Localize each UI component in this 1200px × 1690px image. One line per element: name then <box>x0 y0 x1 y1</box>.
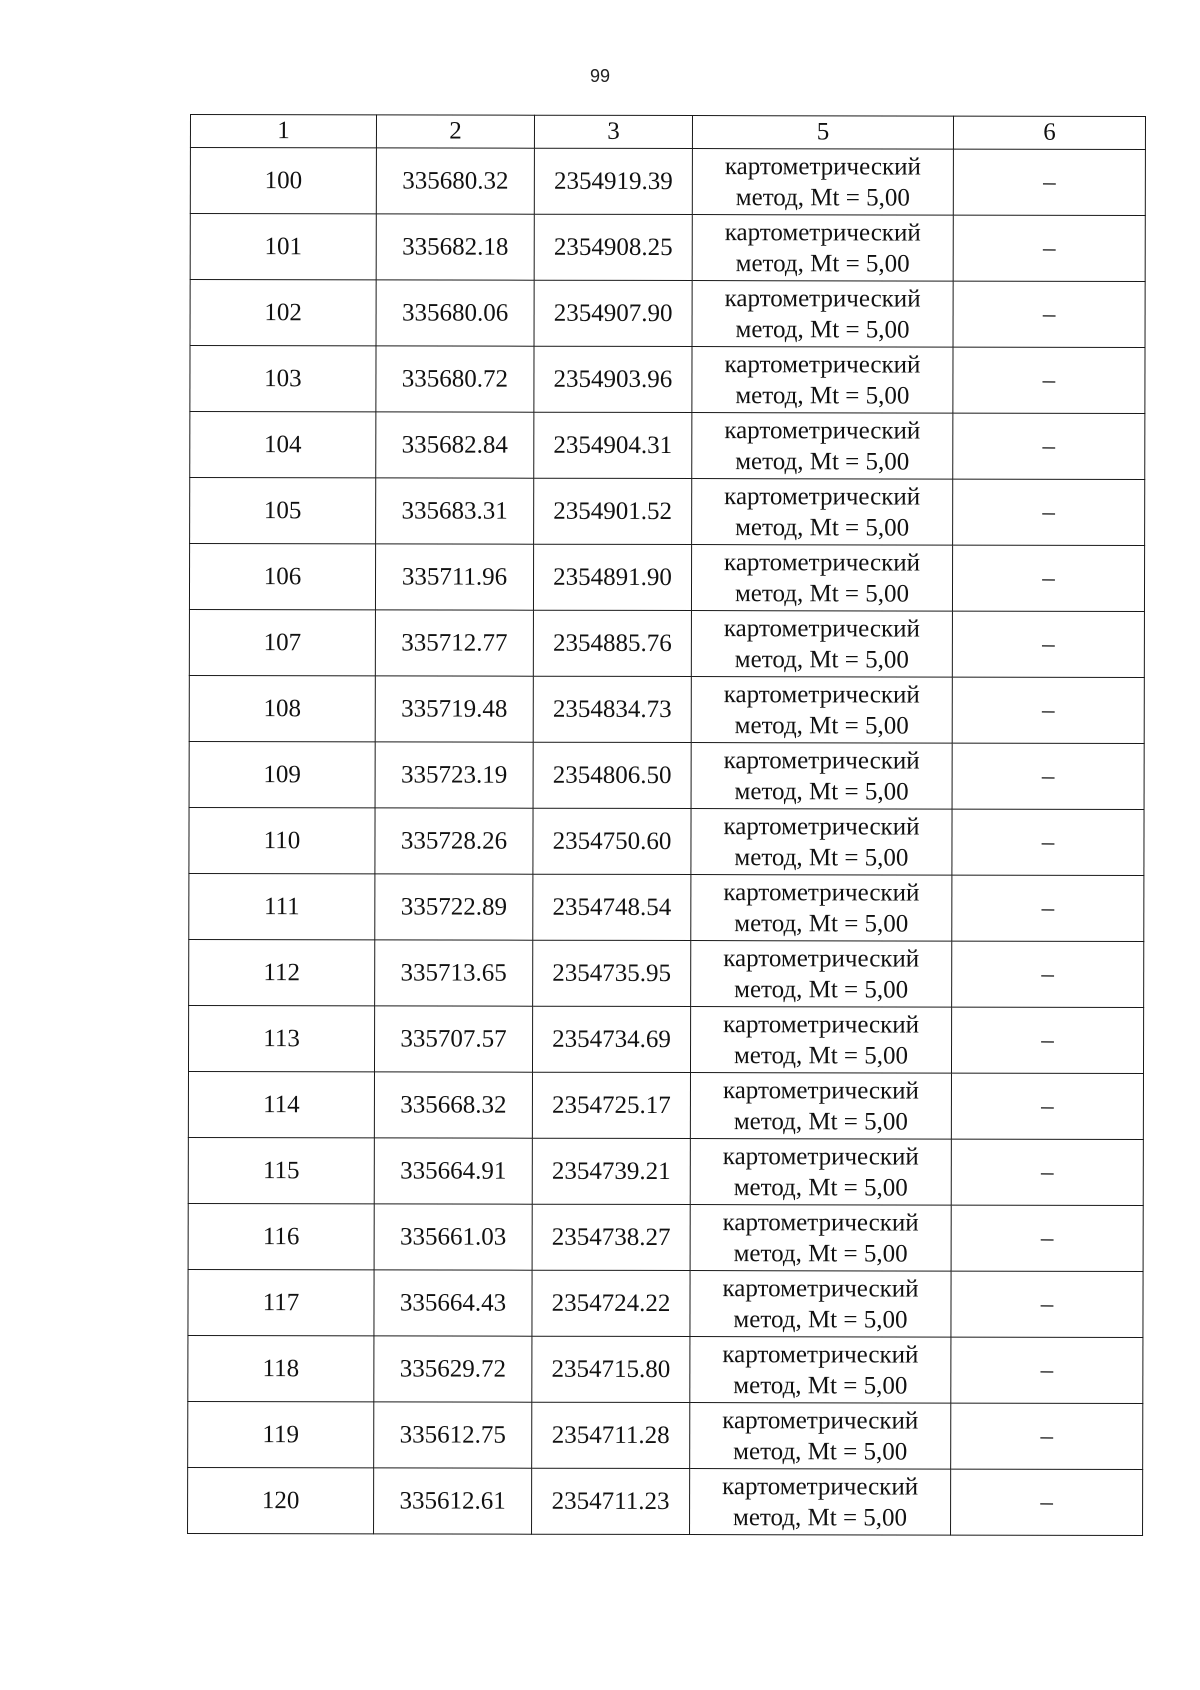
method-line-1: картометрический <box>723 614 920 643</box>
table-row <box>190 346 1145 414</box>
x-coordinate-cell: 335680.32 <box>376 148 534 214</box>
note-cell <box>952 941 1144 1007</box>
table-row <box>190 412 1145 480</box>
x-coordinate-cell: 335719.48 <box>375 676 533 742</box>
note-cell <box>951 1205 1143 1271</box>
point-number-cell: 110 <box>189 807 375 873</box>
table-row <box>190 478 1145 546</box>
point-number-cell: 119 <box>188 1401 374 1467</box>
point-number-cell: 107 <box>189 609 375 675</box>
method-cell <box>690 1007 951 1074</box>
note-dash: – <box>1041 828 1055 856</box>
point-number-cell: 108 <box>189 675 375 741</box>
note-cell <box>951 1469 1143 1535</box>
method-line-1: картометрический <box>724 350 921 379</box>
method-line-1: картометрический <box>722 1208 919 1237</box>
table-row <box>190 280 1145 348</box>
method-line-2: метод, Mt = 5,00 <box>733 1371 908 1400</box>
x-coordinate-cell: 335612.61 <box>374 1468 532 1534</box>
note-cell <box>951 1271 1143 1337</box>
method-line-1: картометрический <box>724 482 921 511</box>
method-line-1: картометрический <box>724 152 921 181</box>
note-dash: – <box>1041 696 1055 724</box>
note-cell <box>953 479 1145 545</box>
y-coordinate-cell: 2354901.52 <box>534 478 692 544</box>
method-line-2: метод, Mt = 5,00 <box>735 447 910 476</box>
note-cell <box>953 149 1145 215</box>
method-cell <box>692 215 953 282</box>
note-dash: – <box>1040 1356 1054 1384</box>
table-row <box>190 214 1145 282</box>
x-coordinate-cell: 335668.32 <box>374 1072 532 1138</box>
note-dash: – <box>1041 1092 1054 1120</box>
y-coordinate-cell: 2354908.25 <box>534 214 692 280</box>
y-coordinate-cell: 2354711.28 <box>532 1402 690 1468</box>
method-line-2: метод, Mt = 5,00 <box>735 315 910 344</box>
table-header <box>190 115 1145 150</box>
point-number-cell: 120 <box>188 1467 374 1533</box>
table-row <box>188 1137 1143 1205</box>
table-body <box>188 148 1146 1536</box>
x-coordinate-cell: 335680.72 <box>376 346 534 412</box>
method-line-1: картометрический <box>723 1010 920 1039</box>
method-line-2: метод, Mt = 5,00 <box>733 1239 908 1268</box>
x-coordinate-cell: 335664.43 <box>374 1270 532 1336</box>
method-line-2: метод, Mt = 5,00 <box>735 513 910 542</box>
note-dash: – <box>1040 1290 1054 1318</box>
note-dash: – <box>1040 1224 1054 1252</box>
note-dash: – <box>1041 960 1054 988</box>
note-cell <box>952 875 1144 941</box>
method-line-2: метод, Mt = 5,00 <box>735 249 910 278</box>
header-col-3: 3 <box>534 115 692 148</box>
method-cell <box>690 1337 951 1404</box>
y-coordinate-cell: 2354891.90 <box>533 544 691 610</box>
note-dash: – <box>1041 894 1055 922</box>
note-cell <box>951 1403 1143 1469</box>
table-row <box>189 741 1144 809</box>
method-line-2: метод, Mt = 5,00 <box>734 975 909 1004</box>
x-coordinate-cell: 335629.72 <box>374 1336 532 1402</box>
note-cell <box>951 1073 1143 1139</box>
method-line-1: картометрический <box>724 218 921 247</box>
note-cell <box>953 413 1145 479</box>
method-cell <box>692 149 953 216</box>
page-number: 99 <box>589 66 611 86</box>
note-cell <box>952 743 1144 809</box>
note-cell <box>953 215 1145 281</box>
y-coordinate-cell: 2354748.54 <box>533 874 691 940</box>
method-cell <box>690 1403 951 1470</box>
method-line-2: метод, Mt = 5,00 <box>733 1107 908 1136</box>
note-dash: – <box>1042 234 1056 262</box>
method-line-1: картометрический <box>724 416 921 445</box>
method-cell <box>691 809 952 876</box>
method-cell <box>692 479 953 546</box>
point-number-cell: 116 <box>188 1203 374 1269</box>
y-coordinate-cell: 2354711.23 <box>532 1468 690 1534</box>
method-line-1: картометрический <box>722 1076 919 1105</box>
method-line-2: метод, Mt = 5,00 <box>733 1173 908 1202</box>
x-coordinate-cell: 335728.26 <box>375 808 533 874</box>
method-line-1: картометрический <box>723 746 920 775</box>
method-cell <box>690 1073 951 1140</box>
header-row <box>190 115 1145 150</box>
method-line-1: картометрический <box>722 1472 919 1501</box>
point-number-cell: 115 <box>188 1137 374 1203</box>
note-dash: – <box>1042 630 1055 658</box>
y-coordinate-cell: 2354907.90 <box>534 280 692 346</box>
method-cell <box>692 413 953 480</box>
y-coordinate-cell: 2354806.50 <box>533 742 691 808</box>
point-number-cell: 118 <box>188 1335 374 1401</box>
note-cell <box>953 281 1145 347</box>
y-coordinate-cell: 2354750.60 <box>533 808 691 874</box>
method-cell <box>692 281 953 348</box>
y-coordinate-cell: 2354738.27 <box>532 1204 690 1270</box>
y-coordinate-cell: 2354734.69 <box>532 1006 690 1072</box>
table-row <box>189 609 1144 677</box>
x-coordinate-cell: 335711.96 <box>375 544 533 610</box>
x-coordinate-cell: 335682.84 <box>376 412 534 478</box>
note-dash: – <box>1040 1488 1053 1516</box>
note-dash: – <box>1042 432 1056 460</box>
y-coordinate-cell: 2354735.95 <box>533 940 691 1006</box>
note-dash: – <box>1041 1158 1054 1186</box>
table-row <box>189 873 1144 941</box>
table-row <box>188 1071 1143 1139</box>
method-line-1: картометрический <box>723 944 920 973</box>
header-col-6: 6 <box>953 116 1145 149</box>
x-coordinate-cell: 335680.06 <box>376 280 534 346</box>
note-dash: – <box>1041 1026 1054 1054</box>
method-line-1: картометрический <box>724 284 921 313</box>
method-cell <box>691 611 952 678</box>
y-coordinate-cell: 2354885.76 <box>533 610 691 676</box>
table-row <box>188 1401 1143 1469</box>
y-coordinate-cell: 2354904.31 <box>534 412 692 478</box>
table-row <box>189 807 1144 875</box>
point-number-cell: 100 <box>190 148 376 214</box>
note-cell <box>952 677 1144 743</box>
method-line-1: картометрический <box>724 548 921 577</box>
method-cell <box>691 545 952 612</box>
method-line-2: метод, Mt = 5,00 <box>735 183 910 212</box>
point-number-cell: 103 <box>190 346 376 412</box>
method-line-1: картометрический <box>722 1274 919 1303</box>
method-line-2: метод, Mt = 5,00 <box>733 1503 908 1532</box>
method-cell <box>691 875 952 942</box>
note-dash: – <box>1042 564 1055 592</box>
x-coordinate-cell: 335683.31 <box>376 478 534 544</box>
point-number-cell: 111 <box>189 873 375 939</box>
method-line-2: метод, Mt = 5,00 <box>733 1437 908 1466</box>
y-coordinate-cell: 2354715.80 <box>532 1336 690 1402</box>
note-cell <box>951 1007 1143 1073</box>
method-cell <box>690 1205 951 1272</box>
y-coordinate-cell: 2354834.73 <box>533 676 691 742</box>
note-dash: – <box>1043 168 1056 196</box>
note-dash: – <box>1041 762 1055 790</box>
x-coordinate-cell: 335664.91 <box>374 1138 532 1204</box>
note-dash: – <box>1042 366 1056 394</box>
method-line-2: метод, Mt = 5,00 <box>733 1305 908 1334</box>
method-cell <box>690 1469 951 1536</box>
y-coordinate-cell: 2354725.17 <box>532 1072 690 1138</box>
table-row <box>188 1269 1143 1337</box>
table-row <box>188 1467 1143 1535</box>
method-line-2: метод, Mt = 5,00 <box>734 579 910 608</box>
table-row <box>189 544 1144 612</box>
x-coordinate-cell: 335682.18 <box>376 214 534 280</box>
method-line-2: метод, Mt = 5,00 <box>734 711 909 740</box>
header-col-1: 1 <box>190 115 376 148</box>
point-number-cell: 101 <box>190 214 376 280</box>
coordinates-table <box>187 114 1146 1536</box>
method-line-2: метод, Mt = 5,00 <box>733 1041 909 1070</box>
method-line-1: картометрический <box>723 812 920 841</box>
note-cell <box>952 611 1144 677</box>
point-number-cell: 114 <box>188 1071 374 1137</box>
method-line-2: метод, Mt = 5,00 <box>734 843 909 872</box>
note-cell <box>952 809 1144 875</box>
method-line-2: метод, Mt = 5,00 <box>734 909 909 938</box>
header-col-2: 2 <box>376 115 534 148</box>
x-coordinate-cell: 335723.19 <box>375 742 533 808</box>
table-row <box>188 1335 1143 1403</box>
method-cell <box>691 941 952 1008</box>
method-cell <box>691 743 952 810</box>
point-number-cell: 104 <box>190 412 376 478</box>
method-line-1: картометрический <box>722 1142 919 1171</box>
note-cell <box>951 1337 1143 1403</box>
method-line-1: картометрический <box>723 680 920 709</box>
y-coordinate-cell: 2354724.22 <box>532 1270 690 1336</box>
point-number-cell: 102 <box>190 280 376 346</box>
point-number-cell: 105 <box>190 478 376 544</box>
x-coordinate-cell: 335612.75 <box>374 1402 532 1468</box>
point-number-cell: 113 <box>188 1005 374 1071</box>
method-cell <box>692 347 953 414</box>
method-line-2: метод, Mt = 5,00 <box>735 381 910 410</box>
note-dash: – <box>1042 498 1055 526</box>
method-line-1: картометрический <box>722 1406 919 1435</box>
method-line-2: метод, Mt = 5,00 <box>734 777 909 806</box>
table-row <box>188 1203 1143 1271</box>
x-coordinate-cell: 335722.89 <box>375 874 533 940</box>
note-dash: – <box>1042 300 1056 328</box>
header-col-5: 5 <box>692 116 953 150</box>
point-number-cell: 112 <box>189 939 375 1005</box>
note-cell <box>951 1139 1143 1205</box>
note-dash: – <box>1040 1422 1054 1450</box>
x-coordinate-cell: 335712.77 <box>375 610 533 676</box>
table-row <box>188 1005 1143 1073</box>
point-number-cell: 109 <box>189 741 375 807</box>
note-cell <box>952 545 1144 611</box>
x-coordinate-cell: 335713.65 <box>375 940 533 1006</box>
method-line-2: метод, Mt = 5,00 <box>734 645 909 674</box>
method-line-1: картометрический <box>723 878 920 907</box>
table-row <box>190 148 1145 216</box>
note-cell <box>953 347 1145 413</box>
method-cell <box>690 1271 951 1338</box>
x-coordinate-cell: 335707.57 <box>374 1006 532 1072</box>
point-number-cell: 117 <box>188 1269 374 1335</box>
method-line-1: картометрический <box>722 1340 919 1369</box>
y-coordinate-cell: 2354903.96 <box>534 346 692 412</box>
x-coordinate-cell: 335661.03 <box>374 1204 532 1270</box>
point-number-cell: 106 <box>189 544 375 610</box>
method-cell <box>691 677 952 744</box>
method-cell <box>690 1139 951 1206</box>
y-coordinate-cell: 2354919.39 <box>534 148 692 214</box>
y-coordinate-cell: 2354739.21 <box>532 1138 690 1204</box>
table-row <box>189 675 1144 743</box>
table-row <box>189 939 1144 1007</box>
